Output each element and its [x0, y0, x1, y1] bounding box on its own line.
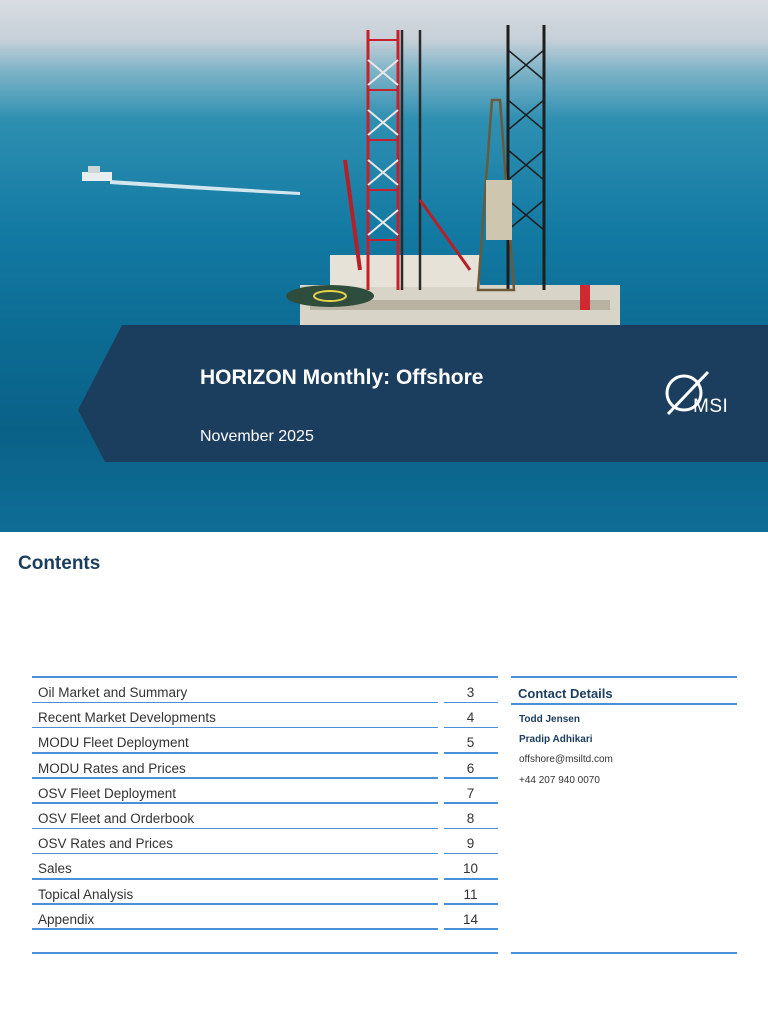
toc-label: Recent Market Developments — [38, 710, 216, 726]
title-banner — [0, 325, 768, 462]
toc-page: 3 — [466, 685, 475, 700]
contact-details-panel — [511, 676, 737, 786]
toc-row[interactable] — [32, 829, 498, 854]
toc-row[interactable] — [32, 703, 498, 728]
toc-label: Sales — [38, 861, 72, 877]
toc-page: 6 — [466, 760, 475, 776]
toc-page: 8 — [466, 810, 475, 826]
toc-page: 9 — [466, 836, 475, 852]
divider — [32, 928, 438, 930]
toc-page: 5 — [466, 735, 475, 751]
contact-name: Todd Jensen — [519, 714, 580, 725]
table-of-contents — [32, 676, 498, 930]
divider — [511, 952, 737, 954]
logo-wordmark: MSI — [693, 396, 729, 417]
toc-row[interactable] — [32, 905, 498, 930]
toc-label: MODU Fleet Deployment — [38, 735, 189, 751]
toc-row[interactable] — [32, 754, 498, 779]
toc-row[interactable] — [32, 678, 498, 703]
toc-page: 14 — [462, 911, 479, 927]
toc-page: 7 — [466, 785, 475, 801]
toc-label: Appendix — [38, 911, 95, 927]
contents-heading: Contents — [18, 553, 101, 574]
contact-heading: Contact Details — [511, 678, 737, 705]
toc-label: Topical Analysis — [38, 886, 134, 902]
toc-label: OSV Fleet Deployment — [38, 785, 177, 801]
contact-name: Pradip Adhikari — [519, 734, 593, 745]
toc-label: OSV Rates and Prices — [38, 836, 174, 852]
report-title: HORIZON Monthly: Offshore — [200, 366, 484, 389]
toc-row[interactable] — [32, 854, 498, 879]
report-date: November 2025 — [200, 428, 314, 445]
toc-page: 11 — [463, 886, 478, 902]
toc-label: Oil Market and Summary — [38, 685, 188, 700]
toc-label: OSV Fleet and Orderbook — [38, 810, 195, 826]
toc-row[interactable] — [32, 779, 498, 804]
divider — [444, 928, 498, 930]
toc-row[interactable] — [32, 728, 498, 753]
toc-row[interactable] — [32, 880, 498, 905]
toc-page: 10 — [462, 861, 479, 877]
contact-email[interactable]: offshore@msiltd.com — [519, 754, 613, 765]
contact-phone[interactable]: +44 207 940 0070 — [519, 775, 600, 786]
toc-row[interactable] — [32, 804, 498, 829]
divider — [32, 952, 498, 954]
toc-page: 4 — [466, 710, 475, 726]
toc-label: MODU Rates and Prices — [38, 760, 186, 776]
